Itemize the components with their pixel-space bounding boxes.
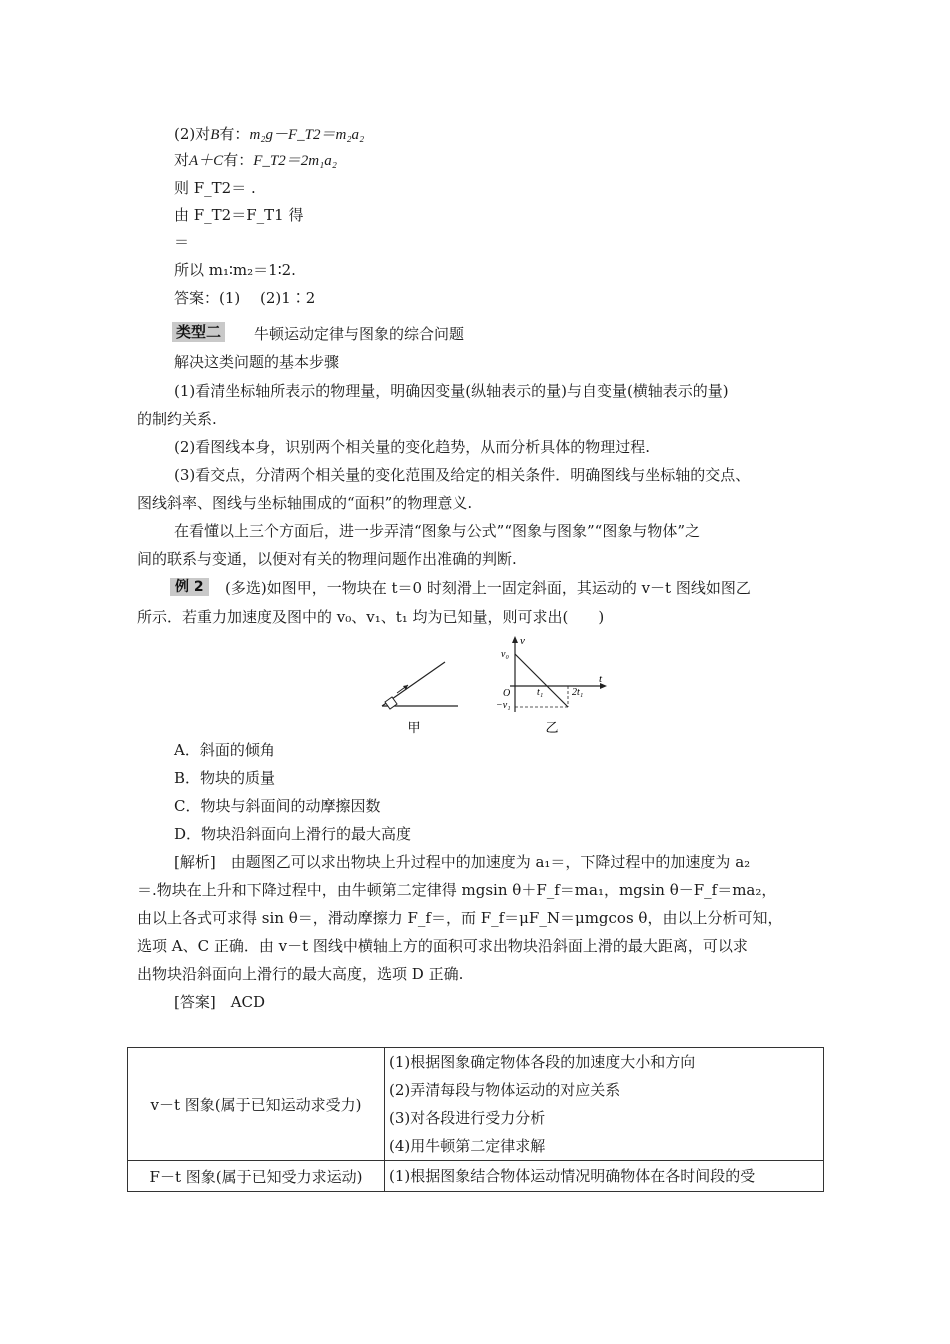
solution-line-2: 对A＋C有：F_T2＝2m₁a₂ bbox=[174, 151, 337, 169]
list-item: (2)弄清每段与物体运动的对应关系 bbox=[389, 1081, 621, 1099]
list-item: (4)用牛顿第二定律求解 bbox=[389, 1137, 546, 1155]
figure-yi-graph bbox=[510, 636, 607, 712]
analysis-line-1: [解析] 由题图乙可以求出物块上升过程中的加速度为 a₁＝，下降过程中的加速度为 a₂ bbox=[174, 853, 751, 871]
list-item: (3)对各段进行受力分析 bbox=[389, 1109, 546, 1127]
table-row2-left: F－t 图象(属于已知受力求运动) bbox=[128, 1161, 385, 1192]
option-d: D．物块沿斜面向上滑行的最大高度 bbox=[174, 825, 412, 843]
steps-intro: 解决这类问题的基本步骤 bbox=[174, 353, 340, 371]
axis-t-label: t bbox=[599, 673, 603, 685]
table-row bbox=[128, 1161, 824, 1192]
figure-yi-label: 乙 bbox=[545, 720, 559, 735]
solution-line-4: 由 F_T2＝F_T1 得 bbox=[174, 206, 304, 224]
analysis-answer: [答案] ACD bbox=[174, 993, 266, 1011]
table-row2-right bbox=[385, 1161, 824, 1192]
option-c: C．物块与斜面间的动摩擦因数 bbox=[174, 797, 381, 815]
axis-v-label: v bbox=[520, 635, 525, 647]
origin-label: O bbox=[503, 688, 511, 699]
analysis-line-4: 选项 A、C 正确．由 v－t 图线中横轴上方的面积可求出物块沿斜面上滑的最大距离，可以求 bbox=[137, 937, 748, 955]
solution-line-5: ＝ bbox=[174, 233, 190, 251]
neg-v1-label: −v₁ bbox=[496, 700, 511, 711]
analysis-line-2: ＝.物块在上升和下降过程中，由牛顿第二定律得 mgsin θ＋F_f＝ma₁，mgsin θ－F_f＝ma₂， bbox=[137, 881, 777, 899]
example-figure bbox=[370, 632, 620, 742]
v0-label: v₀ bbox=[501, 649, 509, 660]
table-row1-left: v－t 图象(属于已知运动求受力) bbox=[128, 1048, 385, 1161]
step-3-line-a: (3)看交点，分清两个相关量的变化范围及给定的相关条件．明确图线与坐标轴的交点、 bbox=[174, 466, 751, 484]
list-item: (1)根据图象确定物体各段的加速度大小和方向 bbox=[389, 1053, 696, 1071]
type-two-badge: 类型二 bbox=[172, 322, 225, 342]
step-2: (2)看图线本身，识别两个相关量的变化趋势，从而分析具体的物理过程. bbox=[174, 438, 651, 456]
solution-line-1: (2)对B有：m₂g－F_T2＝m₂a₂ bbox=[174, 125, 365, 143]
example-line-1: (多选)如图甲，一物块在 t＝0 时刻滑上一固定斜面，其运动的 v－t 图线如图乙 bbox=[225, 579, 751, 597]
option-a: A．斜面的倾角 bbox=[174, 741, 275, 759]
t1-label: t₁ bbox=[537, 687, 544, 698]
step-1-line-b: 的制约关系. bbox=[137, 410, 217, 428]
example-line-2: 所示．若重力加速度及图中的 v₀、v₁、t₁ 均为已知量，则可求出( ) bbox=[137, 608, 605, 626]
option-b: B．物块的质量 bbox=[174, 769, 276, 787]
summary-paragraph-line-a: 在看懂以上三个方面后，进一步弄清“图象与公式”“图象与图象”“图象与物体”之 bbox=[174, 522, 701, 540]
step-3-line-b: 图线斜率、图线与坐标轴围成的“面积”的物理意义. bbox=[137, 494, 473, 512]
list-item: (1)根据图象结合物体运动情况明确物体在各时间段的受 bbox=[389, 1167, 756, 1185]
summary-paragraph-line-b: 间的联系与变通，以便对有关的物理问题作出准确的判断. bbox=[137, 550, 517, 568]
step-1-line-a: (1)看清坐标轴所表示的物理量，明确因变量(纵轴表示的量)与自变量(横轴表示的量) bbox=[174, 382, 729, 400]
solution-line-6: 所以 m₁∶m₂＝1∶2. bbox=[174, 261, 296, 279]
figure-jia-incline bbox=[382, 662, 458, 709]
two-t1-label: 2t₁ bbox=[572, 687, 584, 698]
solution-line-3: 则 F_T2＝ . bbox=[174, 179, 256, 197]
answer-line: 答案：(1) (2)1∶2 bbox=[174, 289, 316, 307]
figure-jia-label: 甲 bbox=[407, 720, 421, 735]
table-row bbox=[128, 1048, 824, 1161]
type-two-title: 牛顿运动定律与图象的综合问题 bbox=[254, 325, 465, 343]
summary-table bbox=[127, 1047, 824, 1192]
example-badge: 例 2 bbox=[170, 578, 209, 596]
table-row1-right bbox=[385, 1048, 824, 1161]
analysis-line-3: 由以上各式可求得 sin θ＝，滑动摩擦力 F_f＝，而 F_f＝μF_N＝μmgcos θ，由以上分析可知， bbox=[137, 909, 783, 927]
analysis-line-5: 出物块沿斜面向上滑行的最大高度，选项 D 正确. bbox=[137, 965, 464, 983]
